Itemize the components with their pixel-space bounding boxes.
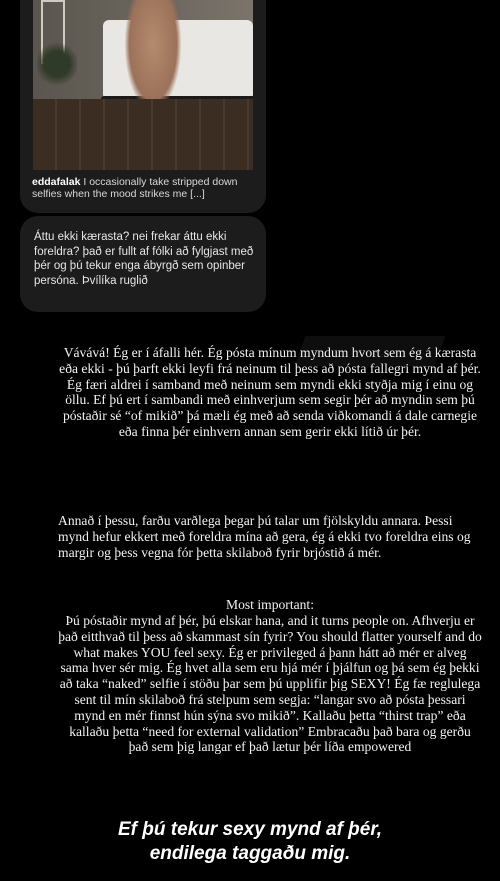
callout-line-2: endilega taggaðu mig.: [149, 843, 351, 864]
reply-message-text: Áttu ekki kærasta? nei frekar áttu ekki foreldra? það er fullt af fólki að fylgjast með þér og þú tekur enga ábyrgð sem opinber persóna. Þvílíka ruglið: [34, 231, 254, 287]
letter-paragraph-3: Þú póstaðir mynd af þér, þú elskar hana, and it turns people on. Afhverju er það eitthvað til þess að skammast sín fyrir? You should flatter yourself and do what makes YOU feel sexy. Ég er privileged á þann hátt að mér er alveg sama hver sér mig. Ég hvet alla sem eru hjá mér í þjálfun og þá sem ég þekki að taka “naked” selfie í stöðu þar sem þú upplifir þig SEXY! Ég fæ reglulega sent til mín skilaboð frá stelpum sem segja: “langar svo að pósta þessari mynd en mér finnst hún sýna svo mikið”. Kallaðu þetta “thirst trap” eða kallaðu þetta “need for external validation” Embracaðu það bara og gerðu það sem þig langar ef það lætur þér líða empowered: [58, 613, 482, 755]
photo-floor: [33, 99, 253, 170]
post-caption: [32, 176, 257, 200]
post-caption-text: I occasionally take stripped down selfies when the mood strikes me [...]: [32, 176, 238, 200]
story-callout-text: [0, 818, 500, 866]
letter-paragraph-1: Vávává! Ég er í áfalli hér. Ég pósta mínum myndum hvort sem ég á kærasta eða ekki - þú þarft ekki leyfi frá neinum til þess að pósta fallegri mynd af þér. Ég færi aldrei í samband með neinum sem myndi ekki styðja mig í einu og öllu. Ef þú ert í sambandi með einhverjum sem segir þér að myndin sem þú póstaðir sé “of mikið” þá mæli ég með að senda viðkomandi á dale carnegie eða finna þér einhvern annan sem gerir ekki lítið úr þér.: [59, 345, 481, 439]
letter-paragraph-2: Annað í þessu, farðu varðlega þegar þú talar um fjölskyldu annara. Þessi mynd hefur ekkert með foreldra mína að gera, ég á ekki tvo foreldra eins og margir og þess vegna fór þetta skilaboð fyrir brjóstið á mér.: [58, 513, 471, 560]
callout-line-1: Ef þú tekur sexy mynd af þér,: [118, 819, 382, 840]
post-photo[interactable]: [33, 0, 253, 170]
shared-post-card[interactable]: [20, 0, 266, 213]
reply-message-bubble[interactable]: [20, 216, 266, 312]
photo-plant: [37, 40, 77, 88]
post-username[interactable]: eddafalak: [32, 176, 81, 188]
most-important-heading: Most important:: [226, 597, 314, 612]
photo-person: [125, 0, 181, 110]
